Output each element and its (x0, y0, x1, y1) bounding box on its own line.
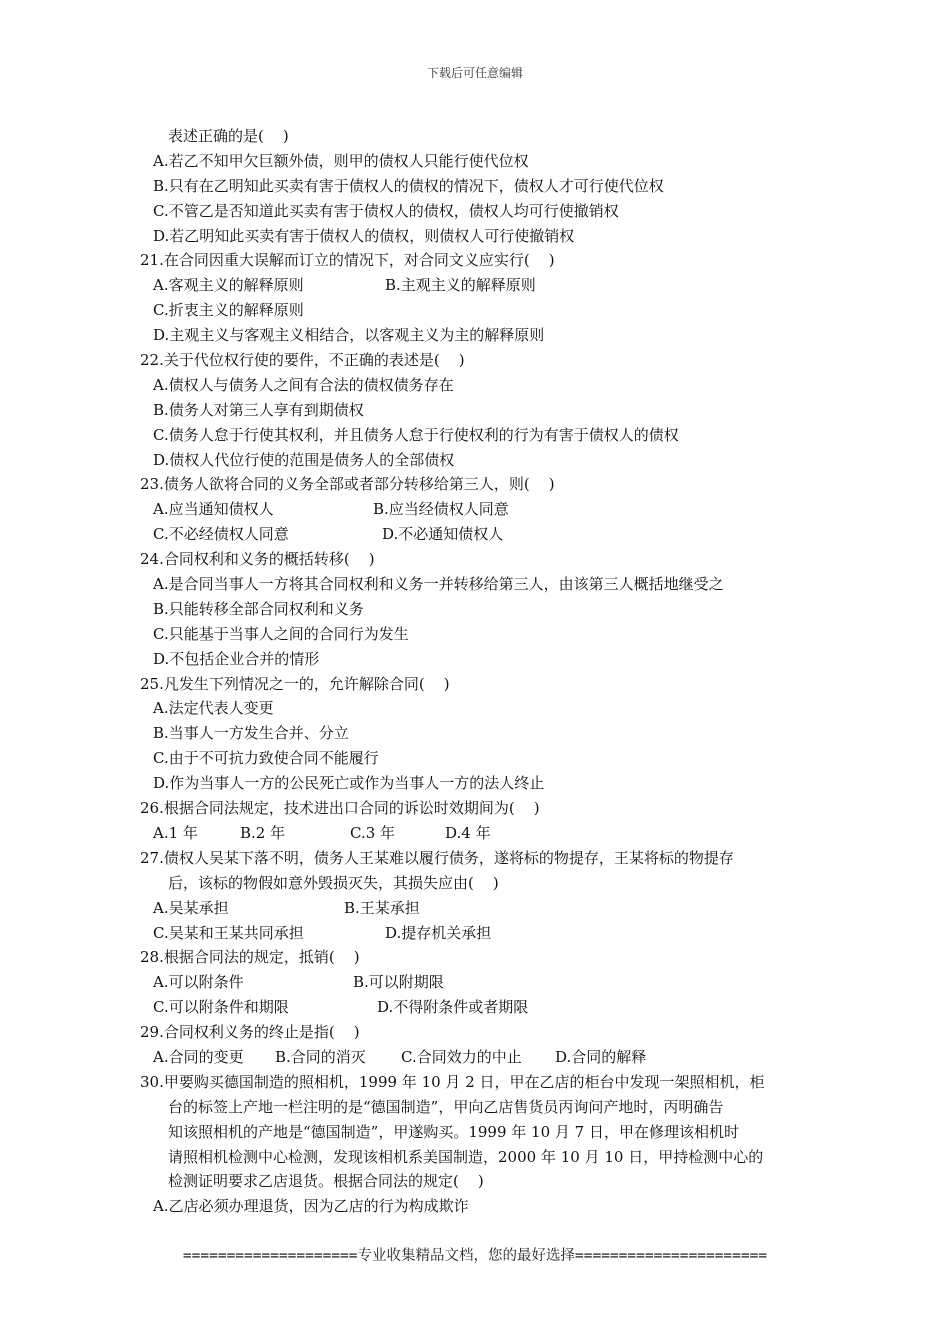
option-item: A.债权人与债务人之间有合法的债权债务存在 (153, 375, 454, 394)
option-item: C.债务人怠于行使其权利，并且债务人怠于行使权利的行为有害于债权人的债权 (153, 425, 679, 444)
option-item: A.法定代表人变更 (153, 699, 274, 718)
option-item: C.吴某和王某共同承担 (153, 923, 304, 942)
text-continuation: 表述正确的是( ) (168, 127, 289, 145)
option-row (140, 522, 820, 547)
option-row (140, 896, 820, 921)
question-stem: 26.根据合同法规定，技术进出口合同的诉讼时效期间为( ) (140, 799, 540, 818)
option-row (140, 970, 820, 995)
text-continuation: 后，该标的物假如意外毁损灭失，其损失应由( ) (168, 873, 499, 892)
option-row (140, 995, 820, 1020)
option-item: D.主观主义与客观主义相结合，以客观主义为主的解释原则 (153, 326, 545, 345)
option-item: D.不得附条件或者期限 (377, 998, 529, 1017)
option-item: C.3 年 (350, 823, 396, 842)
option-item: C.可以附条件和期限 (153, 998, 289, 1017)
option-item: C.不必经债权人同意 (153, 525, 289, 544)
option-row (140, 1045, 820, 1070)
option-item: A.合同的变更 (153, 1047, 244, 1066)
option-row (140, 821, 820, 846)
option-item: B.主观主义的解释原则 (385, 276, 536, 295)
option-item: A.乙店必须办理退货，因为乙店的行为构成欺诈 (153, 1197, 469, 1216)
option-item: A.若乙不知甲欠巨额外债，则甲的债权人只能行使代位权 (153, 151, 529, 170)
option-item: A.吴某承担 (153, 898, 229, 917)
option-item: B.只能转移全部合同权利和义务 (153, 599, 364, 618)
question-stem: 21.在合同因重大误解而订立的情况下，对合同文义应实行( ) (140, 251, 555, 270)
option-item: D.4 年 (445, 823, 491, 842)
option-item: A.1 年 (153, 823, 198, 842)
option-item: A.是合同当事人一方将其合同权利和义务一并转移给第三人，由该第三人概括地继受之 (153, 575, 724, 594)
option-item: D.不包括企业合并的情形 (153, 649, 320, 668)
question-stem: 27.债权人吴某下落不明，债务人王某难以履行债务，遂将标的物提存，王某将标的物提存 (140, 848, 734, 867)
text-continuation: 知该照相机的产地是“德国制造”，甲遂购买。1999 年 10 月 7 日，甲在修理该相机时 (168, 1122, 739, 1141)
option-item: B.2 年 (240, 823, 286, 842)
text-continuation: 台的标签上产地一栏注明的是“德国制造”，甲向乙店售货员丙询问产地时，丙明确告 (168, 1097, 724, 1116)
option-item: B.可以附期限 (353, 973, 444, 992)
option-item: B.王某承担 (344, 898, 420, 917)
option-item: C.不管乙是否知道此买卖有害于债权人的债权，债权人均可行使撤销权 (153, 201, 619, 220)
option-row (140, 921, 820, 946)
option-item: B.合同的消灭 (275, 1047, 366, 1066)
option-item: B.当事人一方发生合并、分立 (153, 724, 349, 743)
option-item: B.债务人对第三人享有到期债权 (153, 400, 364, 419)
text-continuation: 请照相机检测中心检测，发现该相机系美国制造，2000 年 10 月 10 日，甲持检测中心的 (168, 1147, 764, 1166)
option-item: D.若乙明知此买卖有害于债权人的债权，则债权人可行使撤销权 (153, 226, 575, 245)
text-continuation: 检测证明要求乙店退货。根据合同法的规定( ) (168, 1172, 484, 1191)
question-stem: 29.合同权利义务的终止是指( ) (140, 1023, 360, 1042)
option-item: D.提存机关承担 (385, 923, 492, 942)
question-stem: 25.凡发生下列情况之一的，允许解除合同( ) (140, 674, 450, 693)
page-header: 下载后可任意编辑 (426, 66, 523, 80)
option-item: C.折衷主义的解释原则 (153, 301, 304, 320)
question-list (140, 124, 820, 1219)
option-row (140, 273, 820, 298)
option-item: B.只有在乙明知此买卖有害于债权人的债权的情况下，债权人才可行使代位权 (153, 176, 664, 195)
option-item: D.合同的解释 (555, 1047, 647, 1066)
option-item: C.只能基于当事人之间的合同行为发生 (153, 624, 409, 643)
option-row (140, 497, 820, 522)
option-item: A.应当通知债权人 (153, 500, 274, 519)
question-stem: 22.关于代位权行使的要件，不正确的表述是( ) (140, 351, 465, 370)
option-item: C.由于不可抗力致使合同不能履行 (153, 749, 379, 768)
page-footer: ====================专业收集精品文档，您的最好选择====================== (182, 1248, 768, 1264)
option-item: D.债权人代位行使的范围是债务人的全部债权 (153, 450, 455, 469)
option-item: A.可以附条件 (153, 973, 244, 992)
question-stem: 23.债务人欲将合同的义务全部或者部分转移给第三人，则( ) (140, 475, 555, 494)
option-item: C.合同效力的中止 (401, 1047, 522, 1066)
option-item: B.应当经债权人同意 (373, 500, 509, 519)
question-stem: 30.甲要购买德国制造的照相机，1999 年 10 月 2 日，甲在乙店的柜台中发现一架照相机，柜 (140, 1072, 765, 1091)
option-item: D.作为当事人一方的公民死亡或作为当事人一方的法人终止 (153, 774, 545, 793)
question-stem: 28.根据合同法的规定，抵销( ) (140, 948, 360, 967)
option-item: A.客观主义的解释原则 (153, 276, 304, 295)
question-stem: 24.合同权利和义务的概括转移( ) (140, 550, 375, 569)
option-item: D.不必通知债权人 (382, 525, 504, 544)
